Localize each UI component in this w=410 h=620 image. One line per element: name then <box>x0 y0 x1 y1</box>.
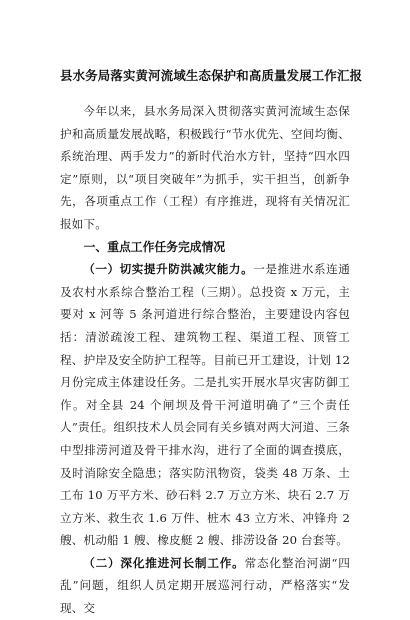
item-1-paragraph <box>60 258 350 552</box>
item-1-lead: （一）切实提升防洪减灾能力。 <box>83 262 254 277</box>
item-2-paragraph <box>60 552 350 620</box>
document-title: 县水务局落实黄河流域生态保护和高质量发展工作汇报 <box>60 68 363 83</box>
intro-paragraph: 今年以来，县水务局深入贯彻落实黄河流域生态保护和高质量发展战略，积极践行“节水优先、空间均衡、系统治理、两手发力”的新时代治水方针，坚持“四水四定”原则，以“项目突破年”为抓手，实干担当，创新争先，各项重点工作（工程）有序推进，现将有关情况汇报如下。 <box>60 104 350 231</box>
section-heading-1: 一、重点工作任务完成情况 <box>83 239 226 254</box>
item-2-body: 常态化整治河湖“四乱”问题，组织人员定期开展巡河行动，严格落实“发现、交 <box>60 555 350 616</box>
item-1-body: 一是推进水系连通及农村水系综合整治工程（三期）。总投资 x 万元，主要对 x 河等 5 条河道进行综合整治，主要建设内容包括：清淤疏浚工程、建筑物工程、渠道工程、顶管工程、护岸及安全防护工程等。目前已开工建设，计划 12 月份完成主体建设任务。二是扎实开展水旱灾害防御工作。对全县 24 个闸坝及骨干河道明确了“三个责任人”责任。组织技术人员会同有关乡镇对两大河道、三条中型排涝河道及骨干排水沟，进行了全面的调查摸底，及时消除安全隐患；落实防汛物资，袋类 48 万条、土工布 10 万平方米、砂石料 2.7 万立方米、块石 2.7 万立方米、救生衣 1.6 万件、桩木 43 立方米、冲锋舟 2 艘、机动船 1 艘、橡皮艇 2 艘、排涝设备 20 台套等。 <box>60 262 350 548</box>
item-2-lead: （二）深化推进河长制工作。 <box>83 555 245 570</box>
